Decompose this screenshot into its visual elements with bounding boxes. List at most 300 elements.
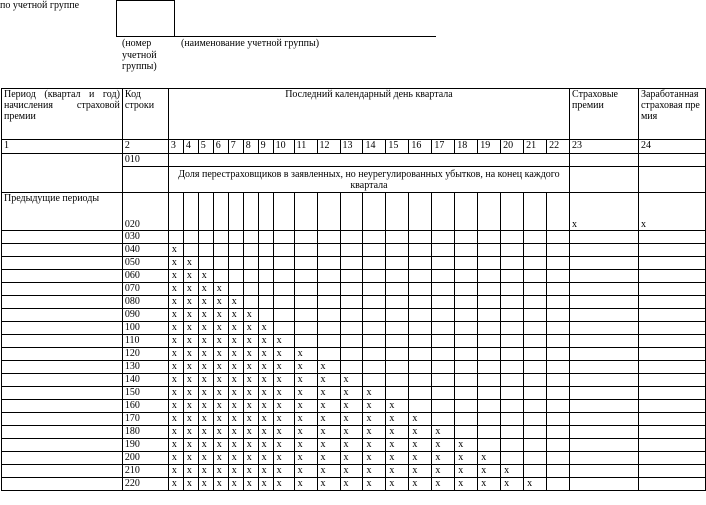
earned-cell (638, 348, 705, 361)
x-mark: x (273, 387, 294, 400)
x-mark: x (198, 374, 213, 387)
x-mark: x (363, 413, 386, 426)
value-cell (228, 270, 243, 283)
value-cell (524, 426, 547, 439)
value-cell (432, 400, 455, 413)
value-cell (432, 309, 455, 322)
value-cell (478, 348, 501, 361)
earned-cell (638, 335, 705, 348)
premiums-cell (570, 452, 639, 465)
column-number: 13 (340, 140, 363, 154)
value-cell (501, 322, 524, 335)
x-mark: x (478, 452, 501, 465)
value-cell (547, 322, 570, 335)
row-code: 210 (122, 465, 168, 478)
premiums-cell (570, 426, 639, 439)
row-050 (2, 257, 706, 270)
value-cell (273, 193, 294, 231)
premiums-cell (570, 270, 639, 283)
value-cell (409, 335, 432, 348)
period-cell (2, 452, 123, 465)
value-cell (432, 283, 455, 296)
x-mark: x (273, 374, 294, 387)
row-code: 020 (122, 193, 168, 231)
column-number: 8 (243, 140, 258, 154)
value-cell (228, 193, 243, 231)
value-cell (478, 322, 501, 335)
value-cell (547, 296, 570, 309)
x-mark: x (273, 348, 294, 361)
value-cell (478, 296, 501, 309)
x-mark: x (183, 465, 198, 478)
premiums-cell (570, 257, 639, 270)
value-cell (243, 231, 258, 244)
period-cell (2, 439, 123, 452)
row-080 (2, 296, 706, 309)
value-cell (524, 452, 547, 465)
x-mark: x (386, 426, 409, 439)
period-cell (2, 296, 123, 309)
premiums-cell (570, 335, 639, 348)
value-cell (340, 244, 363, 257)
data-table (1, 88, 706, 491)
value-cell (317, 231, 340, 244)
x-mark: x (183, 309, 198, 322)
value-cell (524, 322, 547, 335)
x-mark: x (386, 439, 409, 452)
share-text: Доля перестраховщиков в заявленных, но неурегулированных убытков, на конец каждого квартала (168, 167, 569, 193)
premiums-cell (570, 322, 639, 335)
column-number: 2 (122, 140, 168, 154)
value-cell (363, 193, 386, 231)
row-220 (2, 478, 706, 491)
value-cell (258, 193, 273, 231)
value-cell (409, 270, 432, 283)
earned-cell (638, 154, 705, 167)
value-cell (524, 361, 547, 374)
x-mark: x (168, 413, 183, 426)
premiums-cell (570, 167, 639, 193)
x-mark: x (273, 335, 294, 348)
value-cell (258, 270, 273, 283)
value-cell (317, 309, 340, 322)
x-mark: x (213, 478, 228, 491)
x-mark: x (183, 400, 198, 413)
row-code: 200 (122, 452, 168, 465)
x-mark: x (294, 387, 317, 400)
value-cell (213, 193, 228, 231)
value-cell (547, 465, 570, 478)
period-cell (2, 244, 123, 257)
value-cell (478, 361, 501, 374)
premiums-cell (570, 413, 639, 426)
value-cell (273, 309, 294, 322)
x-mark: x (317, 361, 340, 374)
row-090 (2, 309, 706, 322)
x-mark: x (183, 387, 198, 400)
code-blank (122, 167, 168, 193)
row-170 (2, 413, 706, 426)
value-cell (409, 361, 432, 374)
value-cell (409, 283, 432, 296)
header-premiums: Страховые премии (570, 89, 639, 140)
column-number: 19 (478, 140, 501, 154)
x-mark: x (228, 452, 243, 465)
value-cell (243, 193, 258, 231)
row-code: 140 (122, 374, 168, 387)
value-cell (478, 387, 501, 400)
x-mark: x (273, 361, 294, 374)
row-140 (2, 374, 706, 387)
period-cell (2, 478, 123, 491)
value-cell (258, 309, 273, 322)
value-cell (524, 309, 547, 322)
column-number: 3 (168, 140, 183, 154)
x-mark: x (340, 465, 363, 478)
value-cell (501, 335, 524, 348)
x-mark: x (363, 387, 386, 400)
x-mark: x (168, 257, 183, 270)
value-cell (547, 439, 570, 452)
x-mark: x (243, 452, 258, 465)
period-cell (2, 270, 123, 283)
x-mark: x (432, 439, 455, 452)
earned-cell (638, 374, 705, 387)
x-mark: x (363, 426, 386, 439)
x-mark: x (228, 361, 243, 374)
x-mark: x (213, 348, 228, 361)
value-cell (524, 439, 547, 452)
row-060 (2, 270, 706, 283)
value-cell (524, 374, 547, 387)
period-cell (2, 335, 123, 348)
x-mark: x (183, 361, 198, 374)
value-cell (455, 387, 478, 400)
value-cell (524, 387, 547, 400)
premiums-cell (570, 374, 639, 387)
row-code: 030 (122, 231, 168, 244)
x-mark: x (317, 439, 340, 452)
earned-cell (638, 452, 705, 465)
x-mark: x (524, 478, 547, 491)
x-mark: x (363, 439, 386, 452)
value-cell (386, 322, 409, 335)
earned-cell (638, 231, 705, 244)
value-cell (273, 283, 294, 296)
value-cell (386, 231, 409, 244)
row-code: 150 (122, 387, 168, 400)
x-mark: x (183, 452, 198, 465)
x-mark: x (213, 296, 228, 309)
value-cell (363, 361, 386, 374)
value-cell (547, 193, 570, 231)
x-mark: x (228, 322, 243, 335)
value-cell (432, 387, 455, 400)
row-150 (2, 387, 706, 400)
x-mark: x (168, 439, 183, 452)
period-cell (2, 426, 123, 439)
value-cell (432, 374, 455, 387)
value-cell (547, 244, 570, 257)
x-mark: x (213, 387, 228, 400)
row-210 (2, 465, 706, 478)
x-mark: x (168, 361, 183, 374)
column-number: 22 (547, 140, 570, 154)
value-cell (213, 270, 228, 283)
earned-cell (638, 413, 705, 426)
row-110 (2, 335, 706, 348)
x-mark: x (273, 452, 294, 465)
column-number: 15 (386, 140, 409, 154)
value-cell (455, 400, 478, 413)
column-number: 10 (273, 140, 294, 154)
x-mark: x (228, 335, 243, 348)
x-mark: x (258, 335, 273, 348)
earned-cell (638, 167, 705, 193)
x-mark: x (183, 335, 198, 348)
caption-number: (номер учетной группы) (122, 38, 157, 72)
x-mark: x (243, 465, 258, 478)
value-cell (340, 193, 363, 231)
value-cell (340, 296, 363, 309)
row-code: 010 (122, 154, 168, 167)
value-cell (294, 283, 317, 296)
x-mark: x (258, 322, 273, 335)
period-cell (2, 283, 123, 296)
value-cell (340, 348, 363, 361)
value-cell (409, 257, 432, 270)
column-number: 5 (198, 140, 213, 154)
value-cell (386, 283, 409, 296)
value-cell (478, 244, 501, 257)
x-mark: x (228, 309, 243, 322)
value-cell (455, 322, 478, 335)
x-mark: x (386, 465, 409, 478)
row-130 (2, 361, 706, 374)
x-mark: x (273, 465, 294, 478)
value-cell (432, 335, 455, 348)
value-cell (524, 335, 547, 348)
value-cell (547, 478, 570, 491)
x-mark: x (455, 465, 478, 478)
value-cell (455, 413, 478, 426)
row-100 (2, 322, 706, 335)
x-mark: x (273, 439, 294, 452)
value-cell (168, 193, 183, 231)
header-code: Код строки (122, 89, 168, 140)
value-cell (547, 309, 570, 322)
period-cell (2, 413, 123, 426)
value-cell (547, 270, 570, 283)
value-cell (524, 231, 547, 244)
group-label: по учетной группе (0, 0, 80, 11)
x-mark: x (294, 361, 317, 374)
x-mark: x (258, 465, 273, 478)
value-cell (501, 296, 524, 309)
value-cell (524, 296, 547, 309)
value-cell (409, 244, 432, 257)
x-mark: x (432, 478, 455, 491)
value-cell (524, 400, 547, 413)
value-cell (317, 322, 340, 335)
value-cell (340, 322, 363, 335)
x-mark: x (340, 426, 363, 439)
value-cell (386, 361, 409, 374)
value-cell (501, 348, 524, 361)
x-mark: x (455, 478, 478, 491)
value-cell (547, 348, 570, 361)
x-mark: x (273, 426, 294, 439)
value-cell (547, 231, 570, 244)
x-mark: x (317, 413, 340, 426)
x-mark: x (198, 335, 213, 348)
x-mark: x (317, 374, 340, 387)
x-mark: x (363, 478, 386, 491)
value-cell (478, 193, 501, 231)
value-cell (409, 296, 432, 309)
value-cell (432, 348, 455, 361)
value-cell (455, 244, 478, 257)
value-cell (273, 296, 294, 309)
x-mark: x (198, 478, 213, 491)
value-cell (432, 322, 455, 335)
period-cell (2, 387, 123, 400)
earned-cell (638, 361, 705, 374)
x-mark: x (258, 413, 273, 426)
group-number-box[interactable] (116, 0, 175, 37)
x-mark: x (168, 400, 183, 413)
value-cell (432, 193, 455, 231)
earned-cell (638, 426, 705, 439)
x-mark: x (198, 309, 213, 322)
value-cell (501, 283, 524, 296)
premiums-cell (570, 400, 639, 413)
x-mark: x (340, 439, 363, 452)
x-mark: x (294, 413, 317, 426)
value-cell (501, 439, 524, 452)
x-mark: x (258, 348, 273, 361)
value-cell (243, 270, 258, 283)
x-mark: x (386, 413, 409, 426)
column-number: 17 (432, 140, 455, 154)
header-row (2, 89, 706, 140)
x-mark: x (363, 452, 386, 465)
value-cell (501, 413, 524, 426)
value-cell (524, 283, 547, 296)
header-period: Период (квартал и год) начисления страховой премии (2, 89, 123, 140)
x-mark: x (183, 374, 198, 387)
x-mark: x (243, 335, 258, 348)
value-cell (243, 283, 258, 296)
premiums-cell (570, 439, 639, 452)
period-cell (2, 348, 123, 361)
x-mark: x (386, 452, 409, 465)
x-mark: x (228, 296, 243, 309)
x-mark: x (258, 439, 273, 452)
value-cell (386, 193, 409, 231)
x-mark: x (168, 309, 183, 322)
value-cell (294, 257, 317, 270)
x-mark: x (243, 361, 258, 374)
row-code: 130 (122, 361, 168, 374)
premiums-cell (570, 361, 639, 374)
value-cell (432, 413, 455, 426)
x-mark: x (183, 296, 198, 309)
value-cell (478, 374, 501, 387)
premiums-cell (570, 244, 639, 257)
row-code: 100 (122, 322, 168, 335)
value-cell (478, 413, 501, 426)
value-cell (386, 270, 409, 283)
x-mark: x (243, 400, 258, 413)
x-mark: x (294, 439, 317, 452)
value-cell (273, 231, 294, 244)
row-code: 160 (122, 400, 168, 413)
period-cell (2, 361, 123, 374)
value-cell (409, 309, 432, 322)
x-mark: x (168, 426, 183, 439)
x-mark: x (258, 361, 273, 374)
x-mark: x (168, 465, 183, 478)
x-mark: x (294, 400, 317, 413)
x-mark: x (273, 413, 294, 426)
x-mark: x (183, 322, 198, 335)
x-mark: x (213, 374, 228, 387)
x-mark: x (198, 296, 213, 309)
row-030 (2, 231, 706, 244)
x-mark: x (213, 361, 228, 374)
period-cell (2, 465, 123, 478)
x-mark: x (243, 309, 258, 322)
value-cell (363, 270, 386, 283)
x-mark: x (340, 400, 363, 413)
premiums-cell (570, 387, 639, 400)
value-cell (501, 426, 524, 439)
earned-mark: x (638, 193, 705, 231)
x-mark: x (198, 348, 213, 361)
column-number: 12 (317, 140, 340, 154)
value-cell (478, 231, 501, 244)
x-mark: x (243, 348, 258, 361)
value-cell (228, 244, 243, 257)
earned-cell (638, 257, 705, 270)
x-mark: x (168, 335, 183, 348)
value-cell (258, 231, 273, 244)
value-cell (340, 231, 363, 244)
value-cell (258, 296, 273, 309)
value-cell (294, 231, 317, 244)
value-cell (524, 348, 547, 361)
value-cell (258, 257, 273, 270)
x-mark: x (294, 478, 317, 491)
x-mark: x (213, 335, 228, 348)
row-code: 190 (122, 439, 168, 452)
x-mark: x (243, 322, 258, 335)
value-cell (294, 244, 317, 257)
earned-cell (638, 270, 705, 283)
value-cell (198, 257, 213, 270)
value-cell (386, 257, 409, 270)
value-cell (386, 244, 409, 257)
premiums-mark: x (570, 193, 639, 231)
value-cell (363, 257, 386, 270)
x-mark: x (258, 400, 273, 413)
value-cell (547, 400, 570, 413)
premiums-cell (570, 296, 639, 309)
x-mark: x (317, 452, 340, 465)
x-mark: x (340, 374, 363, 387)
value-cell (524, 257, 547, 270)
